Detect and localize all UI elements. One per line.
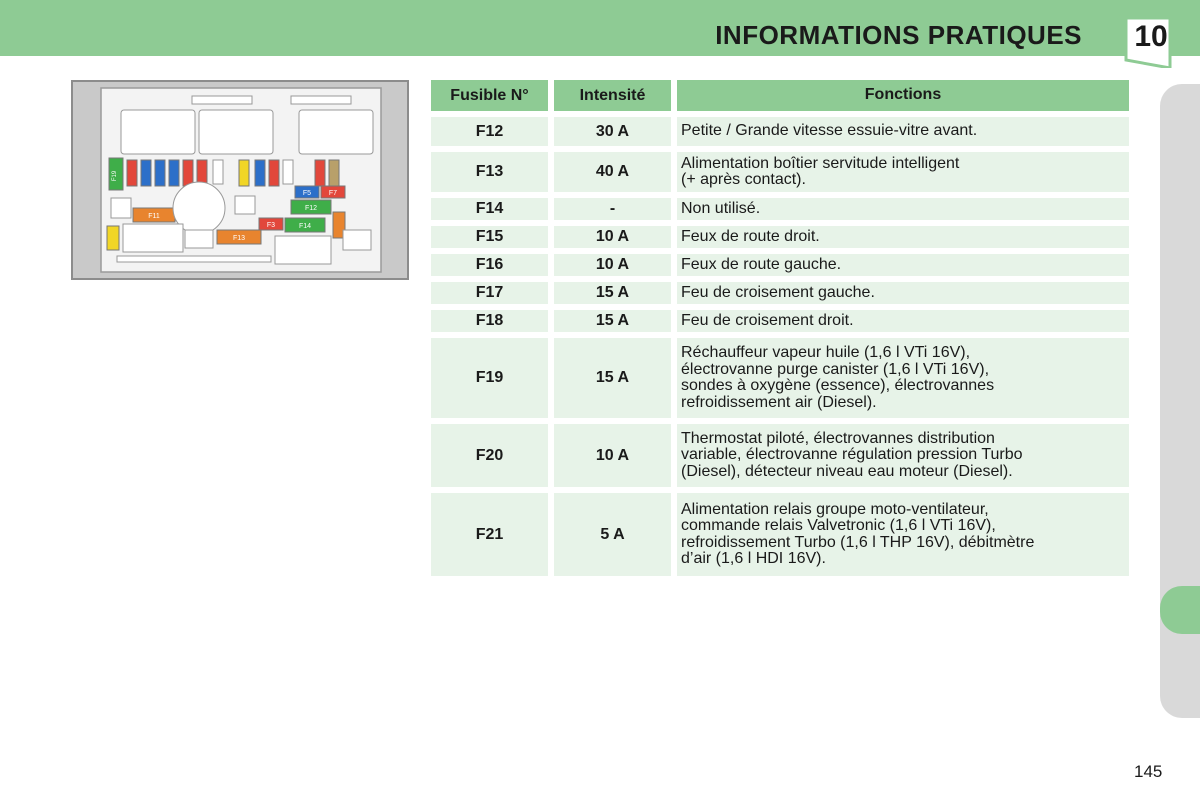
fuse-number: F13 (431, 152, 548, 192)
fuse-number: F18 (431, 310, 548, 332)
fuse-number: F16 (431, 254, 548, 276)
header-functions: Fonctions (677, 80, 1129, 111)
fuse-intensity: 10 A (554, 424, 671, 487)
fuse-label-f12: F12 (304, 205, 318, 212)
fuse-label-f7: F7 (328, 190, 338, 197)
fuse-intensity: - (554, 198, 671, 220)
side-tab-chapter-marker[interactable] (1160, 586, 1200, 634)
fuse-function: Feu de croisement droit. (677, 310, 1129, 332)
table-row (431, 226, 1129, 248)
table-row (431, 152, 1129, 192)
header-intensity: Intensité (554, 80, 671, 111)
chapter-number: 10 (1134, 20, 1168, 53)
fuse-function: Alimentation boîtier servitude intelligent (+ après contact). (677, 152, 1129, 192)
fuse-number: F20 (431, 424, 548, 487)
table-row (431, 282, 1129, 304)
fuse-intensity: 15 A (554, 310, 671, 332)
fuse-function: Thermostat piloté, électrovannes distribution variable, électrovanne régulation pression Turbo (Diesel), détecteur niveau eau moteur (Diesel). (677, 424, 1129, 487)
table-row (431, 198, 1129, 220)
fuse-function: Feu de croisement gauche. (677, 282, 1129, 304)
fuse-label-f19: F19 (112, 170, 118, 182)
table-row (431, 117, 1129, 146)
table-row (431, 424, 1129, 487)
fuse-label-f11: F11 (148, 213, 160, 220)
table-row (431, 493, 1129, 576)
fuse-intensity: 10 A (554, 226, 671, 248)
table-row (431, 338, 1129, 418)
fuse-number: F12 (431, 117, 548, 146)
table-row (431, 310, 1129, 332)
header-fuse-number: Fusible N° (431, 80, 548, 111)
fuse-intensity: 5 A (554, 493, 671, 576)
fuse-intensity: 15 A (554, 282, 671, 304)
fuse-function: Feux de route gauche. (677, 254, 1129, 276)
page-number: 145 (1134, 762, 1163, 781)
fuse-intensity: 10 A (554, 254, 671, 276)
fuse-function: Petite / Grande vitesse essuie-vitre avant. (677, 117, 1129, 146)
fuse-number: F19 (431, 338, 548, 418)
fuse-table (431, 80, 1129, 582)
fuse-label-f14: F14 (298, 223, 312, 230)
fuse-function: Feux de route droit. (677, 226, 1129, 248)
fuse-intensity: 15 A (554, 338, 671, 418)
fuse-function: Non utilisé. (677, 198, 1129, 220)
fuse-intensity: 40 A (554, 152, 671, 192)
table-header-row (431, 80, 1129, 111)
fuse-function: Alimentation relais groupe moto-ventilateur, commande relais Valvetronic (1,6 l VTi 16V), refroidissement Turbo (1,6 l THP 16V), débitmètre d’air (1,6 l HDI 16V). (677, 493, 1129, 576)
fuse-intensity: 30 A (554, 117, 671, 146)
fuse-label-f5: F5 (302, 190, 312, 197)
fuse-number: F14 (431, 198, 548, 220)
fuse-label-f13: F13 (232, 235, 246, 242)
fuse-box-diagram (71, 80, 409, 280)
fuse-function: Réchauffeur vapeur huile (1,6 l VTi 16V), électrovanne purge canister (1,6 l VTi 16V), sondes à oxygène (essence), électrovannes refroidissement air (Diesel). (677, 338, 1129, 418)
fuse-number: F21 (431, 493, 548, 576)
page-title: INFORMATIONS PRATIQUES (715, 20, 1082, 50)
fuse-label-f3: F3 (266, 222, 276, 229)
fuse-number: F17 (431, 282, 548, 304)
table-row (431, 254, 1129, 276)
fuse-number: F15 (431, 226, 548, 248)
